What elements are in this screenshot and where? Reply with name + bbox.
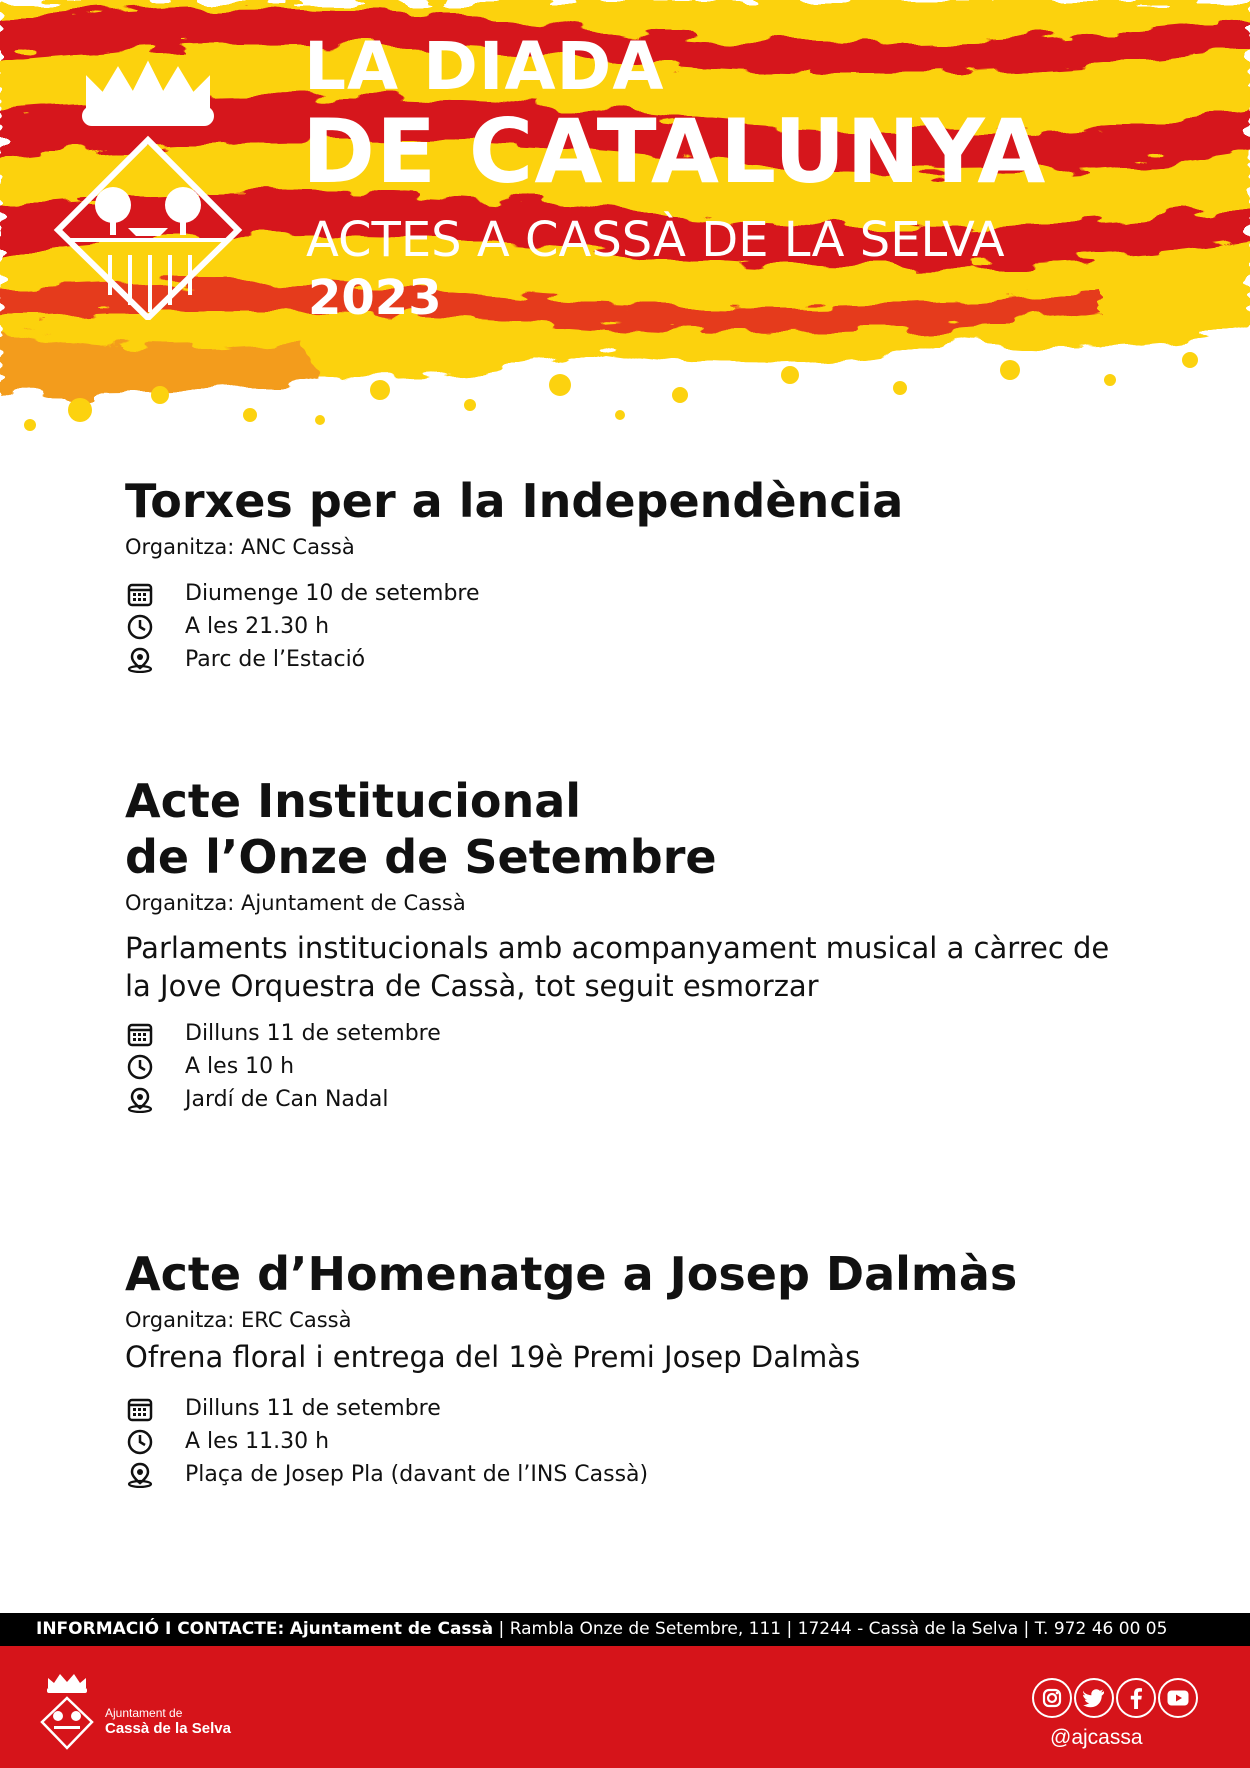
event-time-row bbox=[125, 610, 1205, 643]
calendar-icon bbox=[125, 1019, 155, 1049]
map-pin-icon bbox=[125, 645, 155, 675]
header-title-line1: LA DIADA bbox=[304, 28, 665, 105]
event-date: Dilluns 11 de setembre bbox=[185, 1021, 441, 1046]
youtube-icon[interactable] bbox=[1158, 1678, 1198, 1718]
event-time-row bbox=[125, 1050, 1205, 1083]
event-title: Acte Institucional de l’Onze de Setembre bbox=[125, 774, 717, 884]
calendar-icon bbox=[125, 579, 155, 609]
coat-of-arms-icon bbox=[48, 40, 248, 320]
event-place: Plaça de Josep Pla (davant de l’INS Cassà) bbox=[185, 1462, 649, 1487]
footer-name bbox=[105, 1706, 231, 1737]
footer-name-line1: Ajuntament de bbox=[105, 1706, 183, 1720]
event-time: A les 21.30 h bbox=[185, 614, 330, 639]
contact-address: Rambla Onze de Setembre, 111 bbox=[509, 1619, 782, 1639]
contact-phone: T. 972 46 00 05 bbox=[1034, 1619, 1168, 1639]
event-torxes bbox=[125, 473, 1205, 676]
ajuntament-logo-icon bbox=[38, 1670, 96, 1750]
event-homenatge bbox=[125, 1246, 1205, 1491]
event-title: Acte d’Homenatge a Josep Dalmàs bbox=[125, 1247, 1018, 1301]
event-organizer: Organitza: ERC Cassà bbox=[125, 1308, 352, 1332]
contact-label: INFORMACIÓ I CONTACTE: bbox=[36, 1619, 285, 1639]
header-year: 2023 bbox=[308, 270, 442, 326]
social-links bbox=[1032, 1678, 1198, 1718]
event-description: Ofrena floral i entrega del 19è Premi Josep Dalmàs bbox=[125, 1340, 861, 1374]
event-time-row bbox=[125, 1425, 1205, 1458]
instagram-icon[interactable] bbox=[1032, 1678, 1072, 1718]
event-title: Torxes per a la Independència bbox=[125, 474, 904, 528]
event-date-row bbox=[125, 1017, 1205, 1050]
event-place: Jardí de Can Nadal bbox=[185, 1087, 389, 1112]
event-time: A les 10 h bbox=[185, 1054, 295, 1079]
event-time: A les 11.30 h bbox=[185, 1429, 330, 1454]
event-date: Dilluns 11 de setembre bbox=[185, 1396, 441, 1421]
event-acte-institucional bbox=[125, 773, 1205, 1116]
contact-org: Ajuntament de Cassà bbox=[289, 1619, 494, 1639]
calendar-icon bbox=[125, 1394, 155, 1424]
map-pin-icon bbox=[125, 1085, 155, 1115]
contact-postal: 17244 - Cassà de la Selva bbox=[797, 1619, 1019, 1639]
facebook-icon[interactable] bbox=[1116, 1678, 1156, 1718]
header-title-line2: DE CATALUNYA bbox=[302, 100, 1047, 203]
twitter-icon[interactable] bbox=[1074, 1678, 1114, 1718]
event-organizer: Organitza: Ajuntament de Cassà bbox=[125, 891, 466, 915]
map-pin-icon bbox=[125, 1460, 155, 1490]
event-date-row bbox=[125, 1392, 1205, 1425]
event-place-row bbox=[125, 1083, 1205, 1116]
footer bbox=[0, 1646, 1250, 1768]
event-organizer: Organitza: ANC Cassà bbox=[125, 535, 355, 559]
social-handle[interactable]: @ajcassa bbox=[1050, 1726, 1143, 1749]
clock-icon bbox=[125, 1427, 155, 1457]
event-description: Parlaments institucionals amb acompanyament musical a càrrec de la Jove Orquestra de Cassà, tot seguit esmorzar bbox=[125, 931, 1110, 1003]
event-place: Parc de l’Estació bbox=[185, 647, 366, 672]
clock-icon bbox=[125, 1052, 155, 1082]
event-date-row bbox=[125, 577, 1205, 610]
clock-icon bbox=[125, 612, 155, 642]
contact-bar: INFORMACIÓ I CONTACTE: Ajuntament de Cassà | Rambla Onze de Setembre, 111 | 17244 - Cassà de la Selva | T. 972 46 00 05 bbox=[0, 1613, 1250, 1646]
event-place-row bbox=[125, 1458, 1205, 1491]
header-banner bbox=[0, 0, 1250, 440]
event-date: Diumenge 10 de setembre bbox=[185, 581, 480, 606]
event-place-row bbox=[125, 643, 1205, 676]
footer-name-line2: Cassà de la Selva bbox=[105, 1720, 231, 1737]
header-subtitle: ACTES A CASSÀ DE LA SELVA bbox=[306, 212, 1005, 268]
